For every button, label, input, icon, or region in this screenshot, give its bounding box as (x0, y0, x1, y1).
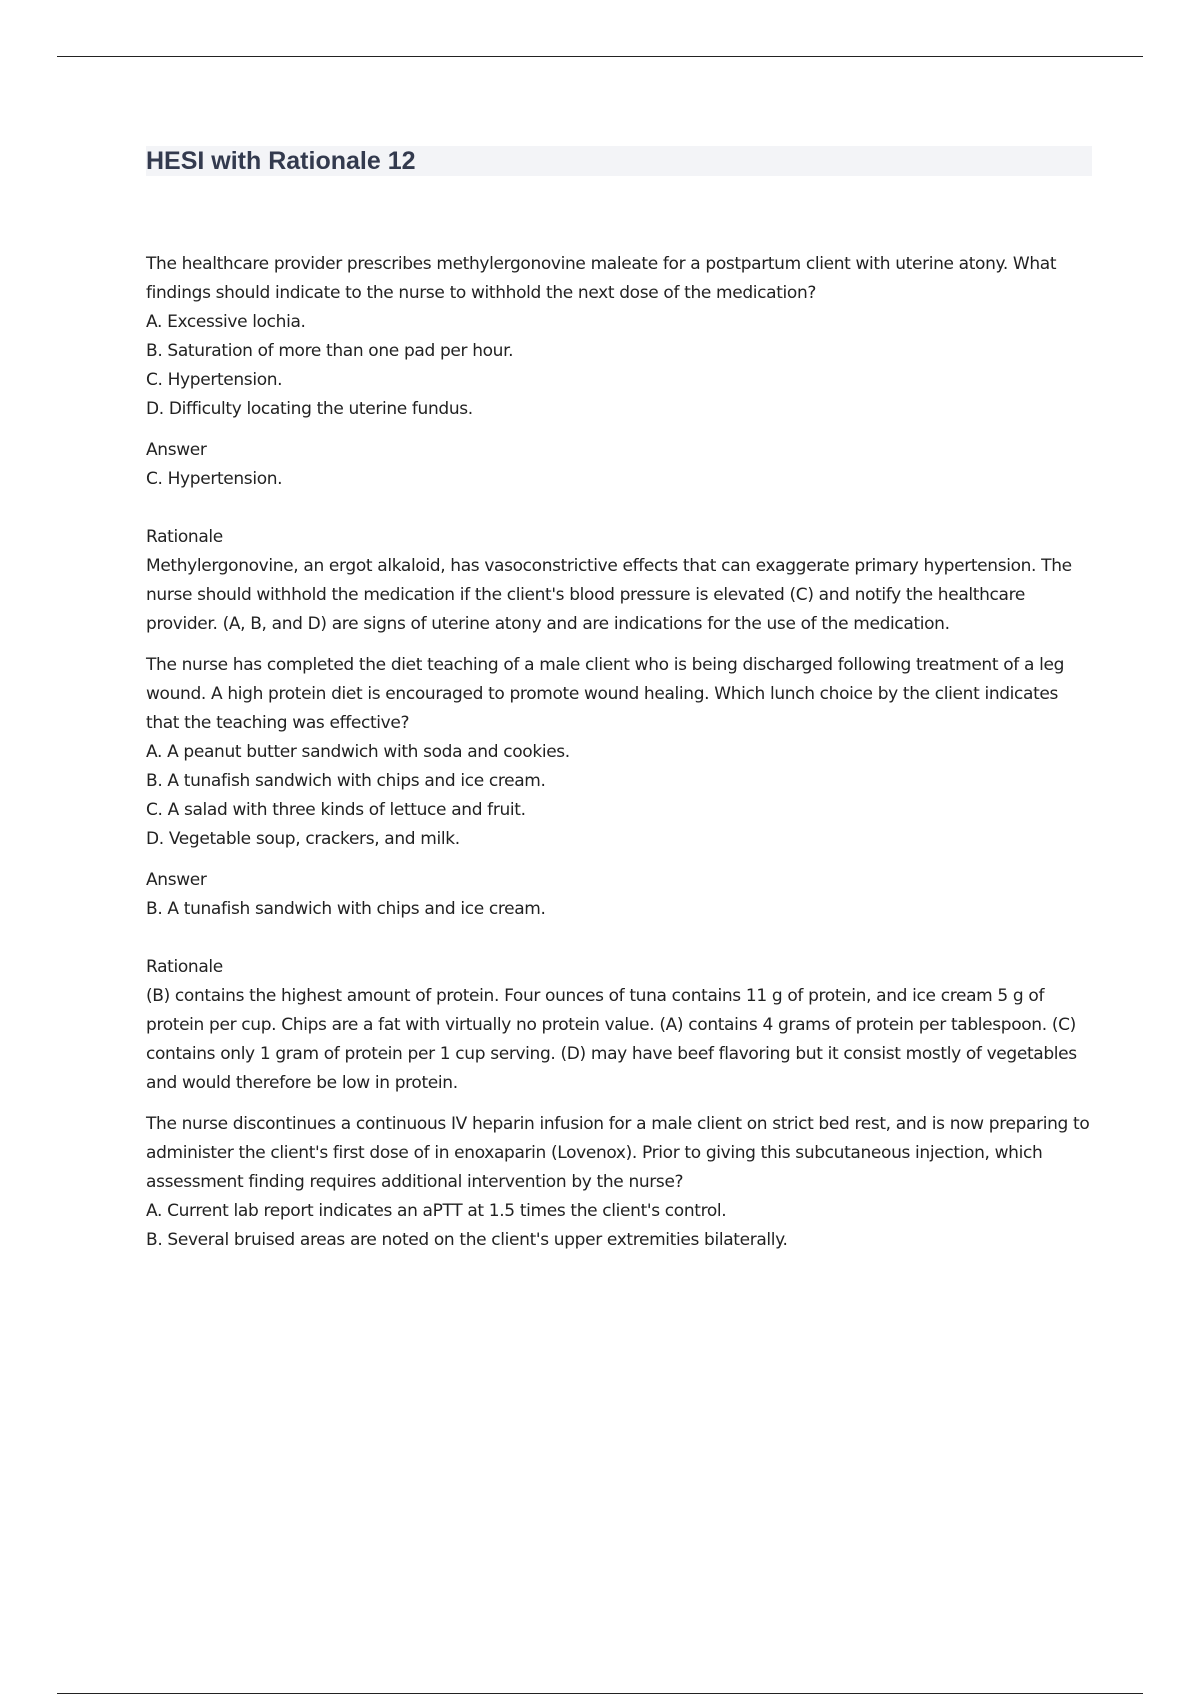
rationale-block (146, 953, 1096, 1098)
rationale-label: Rationale (146, 527, 223, 547)
question-text: The nurse has completed the diet teaching of a male client who is being discharged following treatment of a leg wound. A high protein diet is encouraged to promote wound healing. Which lunch choice by the client indicates that the teaching was effective? (146, 655, 1065, 733)
question-text: The healthcare provider prescribes methylergonovine maleate for a postpartum client with uterine atony. What findings should indicate to the nurse to withhold the next dose of the medication? (146, 254, 1057, 303)
rationale-text: (B) contains the highest amount of protein. Four ounces of tuna contains 11 g of protein, and ice cream 5 g of protein per cup. Chips are a fat with virtually no protein value. (A) contains 4 grams of protein per tablespoon. (C) contains only 1 gram of protein per 1 cup serving. (D) may have beef flavoring but it consist mostly of vegetables and would therefore be low in protein. (146, 986, 1077, 1093)
rationale-block (146, 523, 1096, 639)
answer-block (146, 436, 1096, 494)
bottom-rule (57, 1693, 1143, 1694)
options-list (146, 1197, 1096, 1255)
rationale-label: Rationale (146, 957, 223, 977)
option-a: A. A peanut butter sandwich with soda and cookies. (146, 742, 570, 762)
question-3 (146, 1110, 1096, 1255)
question-2 (146, 651, 1096, 1098)
option-c: C. A salad with three kinds of lettuce and fruit. (146, 800, 526, 820)
option-a: A. Current lab report indicates an aPTT at 1.5 times the client's control. (146, 1201, 727, 1221)
answer-text: B. A tunafish sandwich with chips and ice cream. (146, 899, 546, 919)
answer-block (146, 866, 1096, 924)
option-b: B. Several bruised areas are noted on the client's upper extremities bilaterally. (146, 1230, 788, 1250)
option-b: B. A tunafish sandwich with chips and ice cream. (146, 771, 546, 791)
option-b: B. Saturation of more than one pad per hour. (146, 341, 514, 361)
option-d: D. Vegetable soup, crackers, and milk. (146, 829, 460, 849)
question-1 (146, 250, 1096, 639)
top-rule (57, 56, 1143, 57)
answer-text: C. Hypertension. (146, 469, 283, 489)
rationale-text: Methylergonovine, an ergot alkaloid, has vasoconstrictive effects that can exaggerate primary hypertension. The nurse should withhold the medication if the client's blood pressure is elevated (C) and notify the healthcare provider. (A, B, and D) are signs of uterine atony and are indications for the use of the medication. (146, 556, 1072, 634)
option-a: A. Excessive lochia. (146, 312, 306, 332)
page-title: HESI with Rationale 12 (146, 147, 416, 175)
answer-label: Answer (146, 440, 207, 460)
document-body (146, 250, 1096, 1267)
option-c: C. Hypertension. (146, 370, 283, 390)
option-d: D. Difficulty locating the uterine fundus. (146, 399, 473, 419)
answer-label: Answer (146, 870, 207, 890)
question-text: The nurse discontinues a continuous IV heparin infusion for a male client on strict bed rest, and is now preparing to administer the client's first dose of in enoxaparin (Lovenox). Prior to giving this subcutaneous injection, which assessment finding requires additional intervention by the nurse? (146, 1114, 1090, 1192)
options-list (146, 738, 1096, 854)
options-list (146, 308, 1096, 424)
